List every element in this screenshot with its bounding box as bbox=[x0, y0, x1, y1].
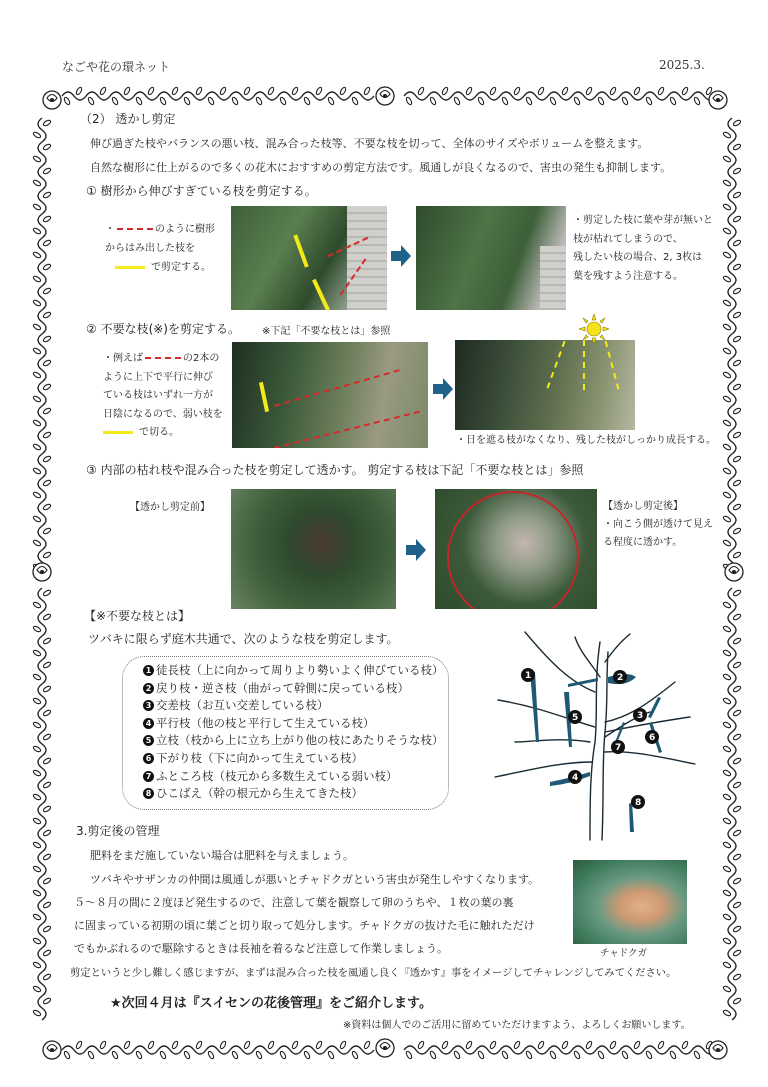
arrow-right-icon bbox=[406, 539, 426, 561]
usage-note: ※資料は個人でのご活用に留めていただけますよう、よろしくお願いします。 bbox=[343, 1020, 691, 1031]
red-dash-swatch bbox=[145, 357, 181, 359]
list-item: 2 戻り枝・逆さ枝（曲がって幹側に戻っている枝） bbox=[123, 680, 448, 698]
arrow-right-icon bbox=[433, 378, 453, 400]
next-issue-notice: ★次回４月は『スイセンの花後管理』をご紹介します。 bbox=[110, 996, 432, 1011]
yellow-line-swatch bbox=[115, 266, 145, 269]
step1-note: ・剪定した枝に葉や芽が無いと 枝が枯れてしまうので、 残したい枝の場合、2, 3枚は 葉を残すよう注意する。 bbox=[573, 215, 713, 282]
photo-step3-after bbox=[435, 489, 597, 609]
list-item: 8 ひこばえ（幹の根元から生えてきた枝） bbox=[123, 785, 448, 803]
list-item: 4 平行枝（他の枝と平行して生えている枝） bbox=[123, 715, 448, 733]
photo-step3-before bbox=[231, 489, 396, 609]
section3-line: でもかぶれるので駆除するときは長袖を着るなど注意して作業しましょう。 bbox=[74, 942, 448, 955]
svg-text:6: 6 bbox=[649, 733, 656, 743]
closing-text: 剪定というと少し難しく感じますが、まずは混み合った枝を風通し良く『透かす』事をイメージしてチャレンジしてみてください。 bbox=[70, 967, 677, 979]
before-label: 【透かし剪定前】 bbox=[130, 502, 210, 513]
org-name: なごや花の環ネット bbox=[62, 60, 171, 74]
photo-step1-after bbox=[416, 206, 566, 310]
list-item: 3 交差枝（お互い交差している枝） bbox=[123, 697, 448, 715]
sun-icon bbox=[579, 314, 609, 344]
svg-text:1: 1 bbox=[525, 671, 532, 681]
list-item: 5 立枝（枝から上に立ち上がり他の枝にあたりそうな枝） bbox=[123, 732, 448, 750]
issue-date: 2025.3. bbox=[659, 58, 705, 72]
svg-text:3: 3 bbox=[637, 711, 644, 721]
section-title: （2） 透かし剪定 bbox=[80, 112, 176, 126]
unneeded-intro: ツバキに限らず庭木共通で、次のような枝を剪定します。 bbox=[88, 632, 399, 646]
photo-step1-before bbox=[231, 206, 387, 310]
section3-line: に固まっている初期の頃に葉ごと切り取って処分します。チャドクガの抜けた毛に触れただけ bbox=[74, 919, 535, 932]
section3-line: ５～８月の間に２度ほど発生するので、注意して葉を観察して卵のうちや、１枚の葉の裏 bbox=[74, 896, 514, 909]
list-item: 1 徒長枝（上に向かって周りより勢いよく伸びている枝） bbox=[123, 662, 448, 680]
unneeded-branch-list bbox=[122, 656, 449, 810]
svg-text:2: 2 bbox=[617, 673, 624, 683]
yellow-line-swatch bbox=[103, 431, 133, 434]
list-item: 7 ふところ枝（枝元から多数生えている弱い枝） bbox=[123, 768, 448, 786]
red-dash-swatch bbox=[117, 228, 153, 230]
svg-text:4: 4 bbox=[572, 773, 579, 783]
tree-diagram bbox=[490, 622, 710, 842]
step2-reference: ※下記「不要な枝とは」参照 bbox=[262, 326, 391, 337]
svg-text:8: 8 bbox=[635, 798, 642, 808]
svg-text:5: 5 bbox=[572, 713, 579, 723]
step1-heading: ① 樹形から伸びすぎている枝を剪定する。 bbox=[86, 184, 317, 198]
arrow-right-icon bbox=[391, 245, 411, 267]
step2-heading: ② 不要な枝(※)を剪定する。 bbox=[86, 322, 240, 336]
step1-legend: ・ のように樹形 からはみ出した枝を で剪定する。 bbox=[105, 224, 215, 273]
section3-line: 肥料をまだ施していない場合は肥料を与えましょう。 bbox=[90, 849, 354, 862]
step3-heading: ③ 内部の枯れ枝や混み合った枝を剪定して透かす。 剪定する枝は下記「不要な枝とは」参照 bbox=[86, 463, 584, 477]
photo-step2-after bbox=[455, 340, 635, 430]
svg-text:7: 7 bbox=[615, 743, 622, 753]
step2-caption: ・日を遮る枝がなくなり、残した枝がしっかり成長する。 bbox=[456, 435, 716, 446]
list-item: 6 下がり枝（下に向かって生えている枝） bbox=[123, 750, 448, 768]
photo-step2-before bbox=[232, 342, 428, 448]
photo-caption: チャドクガ bbox=[600, 948, 648, 959]
intro-line-1: 伸び過ぎた枝やバランスの悪い枝、混み合った枝等、不要な枝を切って、全体のサイズやボリュームを整えます。 bbox=[90, 137, 649, 150]
step2-legend: ・例えば の2本の ように上下で平行に伸び ている枝はいずれ一方が 日陰になるので、弱い枝を で切る。 bbox=[103, 353, 223, 438]
after-note: 【透かし剪定後】 ・向こう側が透けて見え る程度に透かす。 bbox=[603, 501, 713, 548]
section3-line: ツバキやサザンカの仲間は風通しが悪いとチャドクガという害虫が発生しやすくなります。 bbox=[90, 873, 540, 886]
intro-line-2: 自然な樹形に仕上がるので多くの花木におすすめの剪定方法です。風通しが良くなるので、害虫の発生も抑制します。 bbox=[90, 161, 672, 174]
photo-tea-moth-caterpillar bbox=[573, 860, 687, 944]
unneeded-title: 【※不要な枝とは】 bbox=[84, 609, 191, 623]
section3-title: 3.剪定後の管理 bbox=[76, 824, 160, 838]
